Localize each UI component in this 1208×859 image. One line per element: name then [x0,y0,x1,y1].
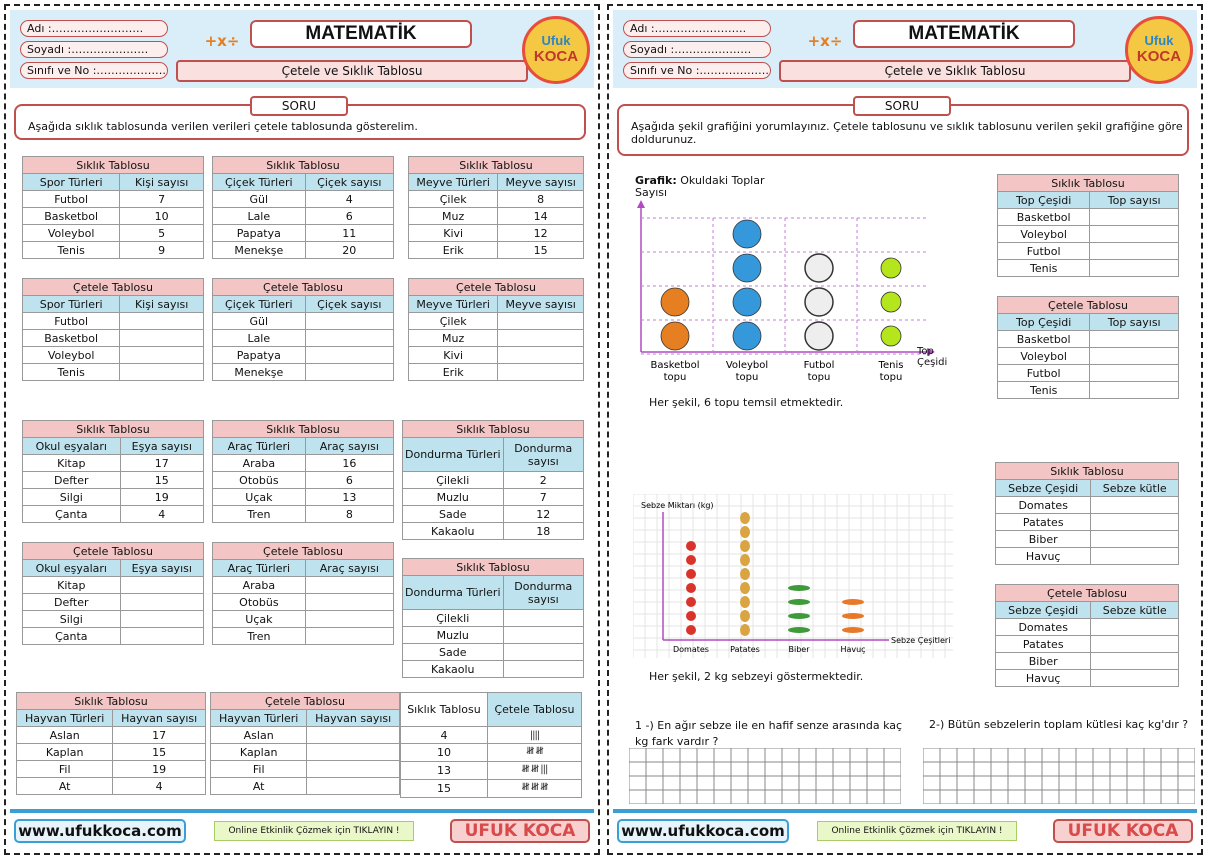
basketball-icon [661,322,689,350]
table-row: Çanta [23,628,204,645]
table-row: Erik 15 [409,242,584,259]
right-page [607,4,1203,855]
answer-grid-2[interactable] [923,748,1195,804]
data-table: Çetele Tablosu Spor Türleri Kişi sayısı Futbol Basketbol Voleybol Tenis [22,278,204,381]
table-row: Lale 6 [213,208,394,225]
table-row: Gül 4 [213,191,394,208]
table-row: Basketbol [23,330,204,347]
data-table: Sıklık Tablosu Sebze Çeşidi Sebze kütle Domates Patates Biber Havuç [995,462,1179,565]
table-row: Patates [996,636,1179,653]
table-row: Voleybol [998,226,1179,243]
table-row: Otobüs [213,594,394,611]
pepper-icon [788,613,810,619]
tomato-icon [686,597,696,607]
table-row: Voleybol 5 [23,225,204,242]
potato-icon [740,624,750,636]
table-row: Kakaolu [403,661,584,678]
footer [613,809,1197,849]
volleyball-icon [733,254,761,282]
potato-icon [740,582,750,594]
table-row: Patates [996,514,1179,531]
x-tick-label: Patates [730,645,760,654]
tennis-ball-icon [881,258,901,278]
online-activity-button[interactable]: Online Etkinlik Çözmek için TIKLAYIN ! [214,821,414,841]
footer-line [613,809,1197,813]
name-field[interactable]: Adı :……………………. [20,20,168,37]
vegetable-chart [633,494,953,658]
data-table: Çetele Tablosu Meyve Türleri Meyve sayısı Çilek Muz Kivi Erik [408,278,584,381]
data-table: Sıklık Tablosu Meyve Türleri Meyve sayısı Çilek 8 Muz 14 Kivi 12 Erik 15 [408,156,584,259]
table-row: Kivi [409,347,584,364]
tomato-icon [686,625,696,635]
tomato-icon [686,541,696,551]
table-row: Papatya [213,347,394,364]
table-row: Sade 12 [403,506,584,523]
table-row: Futbol [23,313,204,330]
table-row: Defter 15 [23,472,204,489]
table-row: Otobüs 6 [213,472,394,489]
surname-field[interactable]: Soyadı :………………… [623,41,771,58]
data-table: Çetele Tablosu Sebze Çeşidi Sebze kütle Domates Patates Biber Havuç [995,584,1179,687]
table-row: Muzlu 7 [403,489,584,506]
table-row: Muzlu [403,627,584,644]
footer [10,809,594,849]
tally-example-table: Sıklık Tablosu Çetele Tablosu 4 |||| 10 𝍸 𝍸 13 𝍸 𝍸 ||| 15 𝍸 𝍸 𝍸 [400,692,582,798]
potato-icon [740,596,750,608]
question-2: 2-) Bütün sebzelerin toplam kütlesi kaç kg'dır ? [929,718,1189,731]
potato-icon [740,526,750,538]
tomato-icon [686,611,696,621]
graph1-xlabel: Top Çeşidi [917,346,948,368]
table-row: Aslan 17 [17,727,206,744]
name-field[interactable]: Adı :……………………. [623,20,771,37]
table-row: Kivi 12 [409,225,584,242]
kid-illustration-icon: +x÷ [807,32,843,50]
pepper-icon [788,627,810,633]
table-row: At 4 [17,778,206,795]
class-field[interactable]: Sınıfı ve No :………………. [623,62,771,79]
table-row: Havuç [996,670,1179,687]
table-row: Tren 8 [213,506,394,523]
table-row: Tren [213,628,394,645]
table-row: Araba 16 [213,455,394,472]
tomato-icon [686,555,696,565]
data-table: Sıklık Tablosu Hayvan Türleri Hayvan sayısı Aslan 17 Kaplan 15 Fil 19 At 4 [16,692,206,795]
left-page [4,4,600,855]
football-icon [805,288,833,316]
x-tick-label: Basketbol [650,360,700,371]
graph1-title: Grafik: Okuldaki Toplar [635,174,765,187]
carrot-icon [842,599,864,605]
online-activity-button[interactable]: Online Etkinlik Çözmek için TIKLAYIN ! [817,821,1017,841]
table-row: Fil 19 [17,761,206,778]
table-row: Futbol 7 [23,191,204,208]
table-row: Lale [213,330,394,347]
football-icon [805,322,833,350]
table-row: Aslan [211,727,400,744]
header [613,10,1197,88]
table-row: Havuç [996,548,1179,565]
table-row: Defter [23,594,204,611]
table-row: Muz 14 [409,208,584,225]
site-link[interactable]: www.ufukkoca.com [14,819,186,843]
potato-icon [740,512,750,524]
table-row: Tenis [998,382,1179,399]
carrot-icon [842,627,864,633]
graph2-note: Her şekil, 2 kg sebzeyi göstermektedir. [649,670,864,683]
data-table: Sıklık Tablosu Çiçek Türleri Çiçek sayısı Gül 4 Lale 6 Papatya 11 Menekşe 20 [212,156,394,259]
table-row: Çilek 8 [409,191,584,208]
x-axis-label: Sebze Çeşitleri [891,636,951,645]
question-text: Aşağıda şekil grafiğini yorumlayınız. Çetele tablosunu ve sıklık tablosunu verilen şekil grafiğine göre doldurunuz. [631,120,1183,146]
x-tick-label: topu [879,372,903,383]
table-row: Domates [996,497,1179,514]
soru-label: SORU [853,96,951,116]
header [10,10,594,88]
x-tick-label: Tenis [878,360,904,371]
potato-icon [740,568,750,580]
table-row: Silgi 19 [23,489,204,506]
graph1-ylabel: Sayısı [635,186,668,199]
carrot-icon [842,613,864,619]
tomato-icon [686,583,696,593]
page-subtitle: Çetele ve Sıklık Tablosu [779,60,1131,82]
x-tick-label: Havuç [840,645,866,654]
data-table: Çetele Tablosu Çiçek Türleri Çiçek sayısı Gül Lale Papatya Menekşe [212,278,394,381]
table-row: Domates [996,619,1179,636]
data-table: Çetele Tablosu Okul eşyaları Eşya sayısı Kitap Defter Silgi Çanta [22,542,204,645]
x-tick-label: Domates [673,645,709,654]
table-row: Çilekli 2 [403,472,584,489]
table-row: Basketbol [998,209,1179,226]
table-row: Muz [409,330,584,347]
table-row: Tenis [998,260,1179,277]
pepper-icon [788,585,810,591]
table-row: Kitap 17 [23,455,204,472]
table-row: Biber [996,653,1179,670]
x-tick-label: topu [663,372,687,383]
tomato-icon [686,569,696,579]
table-row: Çilek [409,313,584,330]
brand-badge: UFUK KOCA [450,819,590,843]
table-row: Erik [409,364,584,381]
table-row: Kitap [23,577,204,594]
table-row: Menekşe [213,364,394,381]
table-row: Fil [211,761,400,778]
data-table: Sıklık Tablosu Okul eşyaları Eşya sayısı Kitap 17 Defter 15 Silgi 19 Çanta 4 [22,420,204,523]
pepper-icon [788,599,810,605]
table-row: Basketbol [998,331,1179,348]
x-tick-label: topu [735,372,759,383]
graph1-note: Her şekil, 6 topu temsil etmektedir. [649,396,844,409]
table-row: Papatya 11 [213,225,394,242]
logo: Ufuk KOCA [1125,16,1193,84]
tennis-ball-icon [881,326,901,346]
potato-icon [740,540,750,552]
data-table: Sıklık Tablosu Spor Türleri Kişi sayısı Futbol 7 Basketbol 10 Voleybol 5 Tenis 9 [22,156,204,259]
x-tick-label: Biber [788,645,810,654]
kid-illustration-icon: +x÷ [204,32,240,50]
data-table: Çetele Tablosu Araç Türleri Araç sayısı Araba Otobüs Uçak Tren [212,542,394,645]
table-row: Gül [213,313,394,330]
surname-field[interactable]: Soyadı :………………… [20,41,168,58]
table-row: Futbol [998,243,1179,260]
potato-icon [740,610,750,622]
page-subtitle: Çetele ve Sıklık Tablosu [176,60,528,82]
page-title: MATEMATİK [250,20,472,48]
table-row: Voleybol [23,347,204,364]
table-row: Kakaolu 18 [403,523,584,540]
x-tick-label: Futbol [803,360,835,371]
question-1: 1 -) En ağır sebze ile en hafif senze arasında kaç kg fark vardır ? [635,719,903,748]
volleyball-icon [733,288,761,316]
table-row: Kaplan 15 [17,744,206,761]
table-row: Araba [213,577,394,594]
table-row: Sade [403,644,584,661]
volleyball-icon [733,220,761,248]
volleyball-icon [733,322,761,350]
data-table: Sıklık Tablosu Araç Türleri Araç sayısı Araba 16 Otobüs 6 Uçak 13 Tren 8 [212,420,394,523]
answer-grid-1[interactable] [629,748,901,804]
soru-label: SORU [250,96,348,116]
data-table: Sıklık Tablosu Dondurma Türleri Dondurma sayısı Çilekli 2 Muzlu 7 Sade 12 Kakaolu 18 [402,420,584,540]
x-tick-label: Voleybol [725,360,769,371]
brand-badge: UFUK KOCA [1053,819,1193,843]
table-row: Futbol [998,365,1179,382]
table-row: Menekşe 20 [213,242,394,259]
table-row: Uçak 13 [213,489,394,506]
data-table: Çetele Tablosu Hayvan Türleri Hayvan sayısı Aslan Kaplan Fil At [210,692,400,795]
football-icon [805,254,833,282]
tennis-ball-icon [881,292,901,312]
basketball-icon [661,288,689,316]
data-table: Sıklık Tablosu Dondurma Türleri Dondurma sayısı Çilekli Muzlu Sade Kakaolu [402,558,584,678]
table-row: Çanta 4 [23,506,204,523]
footer-line [10,809,594,813]
table-row: At [211,778,400,795]
y-axis-label: Sebze Miktarı (kg) [641,501,714,510]
table-row: Uçak [213,611,394,628]
table-row: Tenis 9 [23,242,204,259]
table-row: Biber [996,531,1179,548]
data-table: Çetele Tablosu Top Çeşidi Top sayısı Basketbol Voleybol Futbol Tenis [997,296,1179,399]
question-text: Aşağıda sıklık tablosunda verilen verileri çetele tablosunda gösterelim. [28,120,418,133]
table-row: Kaplan [211,744,400,761]
x-tick-label: topu [807,372,831,383]
table-row: Tenis [23,364,204,381]
table-row: Silgi [23,611,204,628]
logo: Ufuk KOCA [522,16,590,84]
potato-icon [740,554,750,566]
data-table: Sıklık Tablosu Top Çeşidi Top sayısı Basketbol Voleybol Futbol Tenis [997,174,1179,277]
table-row: Voleybol [998,348,1179,365]
table-row: Çilekli [403,610,584,627]
table-row: Basketbol 10 [23,208,204,225]
class-field[interactable]: Sınıfı ve No :………………. [20,62,168,79]
page-title: MATEMATİK [853,20,1075,48]
site-link[interactable]: www.ufukkoca.com [617,819,789,843]
